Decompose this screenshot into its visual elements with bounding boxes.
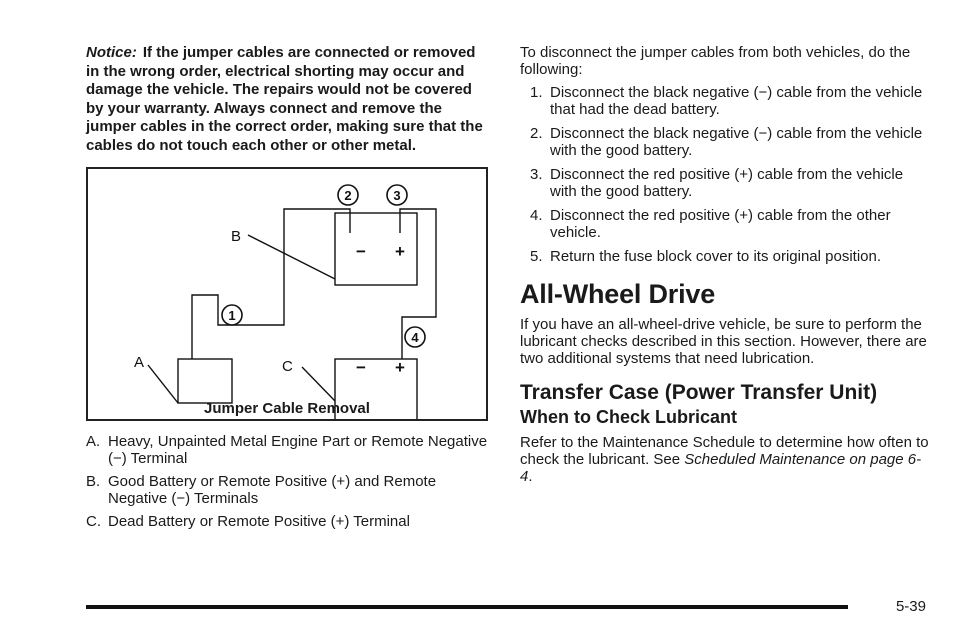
jumper-cable-figure [86, 167, 488, 421]
legend-item: A. Heavy, Unpainted Metal Engine Part or Remote Negative (−) Terminal [86, 433, 488, 467]
awd-heading: All-Wheel Drive [520, 279, 716, 309]
page-number: 5-39 [895, 598, 926, 615]
pointer-a [148, 365, 178, 403]
label-a: A [134, 354, 145, 371]
awd-text: If you have an all-wheel-drive vehicle, be sure to perform the lubricant checks described in this section. However, there are two additional systems that need lubrication. [520, 316, 927, 367]
disconnect-steps [520, 84, 930, 265]
label-b: B [231, 228, 242, 245]
engine-ground [178, 359, 232, 403]
legend-item: C. Dead Battery or Remote Positive (+) Terminal [86, 513, 410, 530]
transfer-case-heading: Transfer Case (Power Transfer Unit) [520, 381, 878, 404]
left-column [86, 44, 490, 536]
pointer-c [302, 367, 335, 401]
step-item: 3. Disconnect the red positive (+) cable from the vehicle with the good battery. [530, 166, 904, 200]
step-item: 5. Return the fuse block cover to its original position. [530, 248, 882, 265]
dead-battery-negative: − [356, 358, 366, 377]
notice [86, 44, 490, 155]
footer-rule [86, 605, 848, 609]
good-battery-negative: − [356, 242, 366, 261]
jumper-cable-diagram [88, 169, 486, 419]
figure-legend [86, 433, 490, 530]
good-battery-positive: + [395, 242, 405, 261]
figure-caption: Jumper Cable Removal [204, 400, 370, 417]
right-column [520, 44, 930, 485]
callout-4-label: 4 [411, 330, 419, 345]
callout-1-label: 1 [228, 308, 236, 323]
callout-3-label: 3 [393, 188, 401, 203]
pointer-b [248, 235, 335, 279]
label-c: C [282, 358, 293, 375]
callout-2-label: 2 [344, 188, 352, 203]
legend-item: B. Good Battery or Remote Positive (+) and Remote Negative (−) Terminals [86, 473, 437, 507]
step-item: 2. Disconnect the black negative (−) cable from the vehicle with the good battery. [530, 125, 923, 159]
notice-label: Notice: [86, 44, 137, 61]
step-item: 4. Disconnect the red positive (+) cable from the other vehicle. [530, 207, 891, 241]
notice-text: If the jumper cables are connected or removed in the wrong order, electrical shorting may occur and damage the vehicle. The repairs would not be covered by your warranty. Always connect and remove the jumper cables in the correct order, making sure that the cables do not touch each other or other metal. [86, 44, 483, 154]
cable-1 [192, 209, 350, 359]
transfer-case-text: Refer to the Maintenance Schedule to determine how often to check the lubricant. See Scheduled Maintenance on page 6-4. [520, 434, 929, 485]
scheduled-maintenance-link[interactable]: Scheduled Maintenance on page 6-4 [520, 451, 922, 485]
when-to-check-heading: When to Check Lubricant [520, 407, 738, 427]
dead-battery-positive: + [395, 358, 405, 377]
step-item: 1. Disconnect the black negative (−) cable from the vehicle that had the dead battery. [530, 84, 923, 118]
disconnect-intro: To disconnect the jumper cables from both vehicles, do the following: [520, 44, 911, 78]
